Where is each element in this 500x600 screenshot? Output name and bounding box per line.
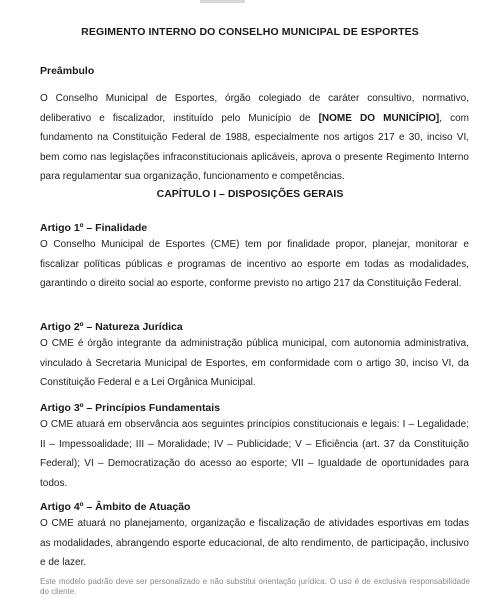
preamble-heading: Preâmbulo: [40, 65, 95, 77]
preamble-text-start: O Conselho Municipal de Esportes, órgão colegiado de caráter consultivo, normativo, deliberativo e fiscalizador, instituído pelo Município de: [40, 93, 469, 124]
municipality-placeholder: [NOME DO MUNICÍPIO]: [318, 112, 440, 124]
article-2-heading: Artigo 2º – Natureza Jurídica: [40, 321, 183, 333]
article-2-text: O CME é órgão integrante da administração pública municipal, com autonomia administrativa, vinculado à Secretaria Municipal de Esportes, em conformidade com o artigo 30, inciso VI, da Constituição Federal e a Lei Orgânica Municipal.: [40, 338, 469, 388]
chapter-heading: CAPÍTULO I – DISPOSIÇÕES GERAIS: [156, 188, 344, 200]
article-4-heading: Artigo 4º – Âmbito de Atuação: [40, 501, 191, 513]
article-3-heading: Artigo 3º – Princípios Fundamentais: [40, 402, 221, 414]
article-1-heading: Artigo 1º – Finalidade: [40, 222, 148, 234]
preamble-text-end: , com fundamento na Constituição Federal de 1988, especialmente nos artigos 217 e 30, inciso VI, bem como nas legislações infraconstitucionais aplicáveis, aprova o presente Regimento Interno para regulamentar sua organização, funcionamento e competências.: [40, 112, 469, 182]
article-1-text: O Conselho Municipal de Esportes (CME) tem por finalidade propor, planejar, monitorar e fiscalizar políticas públicas e programas de incentivo ao esporte em todas as modalidades, garantindo o direito social ao esporte, conforme previsto no artigo 217 da Constituição Federal.: [40, 239, 469, 289]
document-title: REGIMENTO INTERNO DO CONSELHO MUNICIPAL DE ESPORTES: [81, 26, 419, 38]
article-3-text: O CME atuará em observância aos seguintes princípios constitucionais e legais: I – Legalidade; II – Impessoalidade; III – Moralidade; IV – Publicidade; V – Eficiência (art. 37 da Constituição Federal); VI – Democratização do acesso ao esporte; VII – Igualdade de oportunidades para todos.: [40, 419, 469, 489]
disclaimer-footer: Este modelo padrão deve ser personalizado e não substitui orientação jurídica. O uso é de exclusiva responsabilidade do cliente.: [40, 577, 470, 596]
preamble-paragraph: [40, 89, 469, 187]
article-4-text: O CME atuará no planejamento, organização e fiscalização de atividades esportivas em todas as modalidades, abrangendo esporte educacional, de alto rendimento, de participação, inclusivo e de lazer.: [40, 518, 469, 568]
page-top-edge-mark: [200, 0, 245, 3]
